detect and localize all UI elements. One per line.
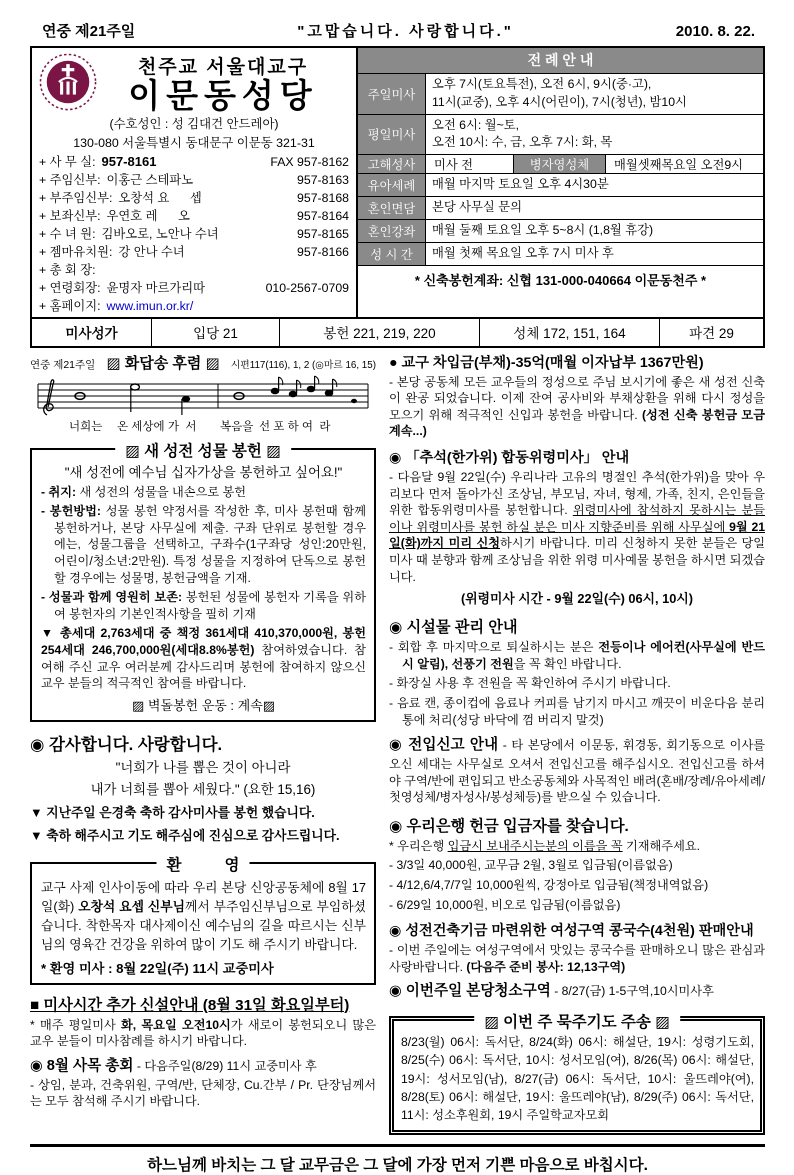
table-row-marriage-course bbox=[358, 220, 763, 243]
left-column bbox=[30, 352, 376, 1135]
contact-value: 957-8161 bbox=[101, 153, 157, 169]
confession-time: 미사 전 bbox=[426, 155, 514, 173]
lyric-syllables: 너희는 bbox=[69, 420, 103, 433]
score-scripture-ref: 시편117(116), 1, 2 (◎마르 16, 15) bbox=[230, 359, 376, 371]
lyric-syllables: 복음을 bbox=[220, 420, 254, 433]
facility-item: - 화장실 사용 후 전원을 꼭 확인하여 주시기 바랍니다. bbox=[389, 676, 671, 691]
contact-value: 이홍근 스테파노 bbox=[106, 172, 194, 187]
debt-fund-note: (성전 신축 봉헌금 모금 계속...) bbox=[389, 407, 765, 439]
thanks-note: ▼ 축하 해주시고 기도 해주심에 진심으로 감사드립니다. bbox=[30, 827, 340, 843]
row-value-line: 오후 7시(토요특전), 오전 6시, 9시(중·고), bbox=[432, 77, 652, 91]
offering-quote: "새 성전에 예수님 십자가상을 봉헌하고 싶어요!" bbox=[64, 464, 343, 480]
score-season: 연중 제21주일 bbox=[30, 358, 96, 371]
rosary-schedule: 8/23(월) 06시: 독서단, 8/24(화) 06시: 해설단, 19시: 성령기도회, 8/25(수) 06시: 독서단, 10시: 성서모임(여), 8/26(목) 06시: 해설단, 19시: 성서모임(남), 8/27(금) 06시: 독서단, 10시: 울뜨레야(여), 8/28(토) 06시: 해설단, 19시: 울뜨레야(남), 8/29(주) 06시: 독서단, 11시: 성소후원회, 19시 주일학교자모회 bbox=[401, 1035, 754, 1123]
contact-label: + 연령회장: bbox=[39, 280, 101, 295]
score-lyrics bbox=[30, 418, 376, 434]
contact-phone: 957-8165 bbox=[297, 226, 349, 241]
cleaning-detail: - 8/27(금) 1-5구역,10시미사후 bbox=[550, 984, 714, 999]
contact-phone: 957-8164 bbox=[297, 208, 349, 223]
contact-value: 강 안나 수녀 bbox=[118, 244, 185, 259]
contact-label: + 총 회 장: bbox=[39, 262, 96, 277]
contact-phone: 957-8163 bbox=[297, 172, 349, 187]
hymn-cell-communion: 성체 172, 151, 164 bbox=[480, 319, 660, 346]
season-label: 연중 제21주일 bbox=[42, 23, 136, 40]
offering-method bbox=[41, 503, 366, 586]
building-fund-account: * 신축봉헌계좌: 신협 131-000-040664 이문동천주 * bbox=[414, 272, 707, 288]
contact-value: 오창석 요 셉 bbox=[118, 190, 202, 205]
move-in-body bbox=[389, 736, 765, 806]
welcome-post: 께서 부주임신부님으로 부임하셨습니다. 착한목자 대사제이신 예수님의 길을 따르시는 신부님의 영육간 건강을 위하여 많이 기도 해 주시기 바랍니다. bbox=[41, 898, 366, 953]
meeting-body: - 상임, 분과, 건축위원, 구역/반, 단체장, Cu.간부 / Pr. 단장님께서는 모두 참석해 주시기 바랍니다. bbox=[30, 1077, 376, 1109]
church-name: 이문동성당 bbox=[128, 77, 318, 114]
noodle-duty-note: (다음주 준비 봉사: 12,13구역) bbox=[466, 959, 626, 974]
table-row-marriage-interview bbox=[358, 197, 763, 220]
noodle-sale-section bbox=[389, 920, 765, 975]
contact-label: + 주임신부: bbox=[39, 172, 101, 187]
brick-offering-note: ▨ 벽돌봉헌 운동 : 계속▨ bbox=[131, 697, 276, 713]
bank-note-post: 기재해주세요. bbox=[622, 838, 701, 853]
contact-phone: FAX 957-8162 bbox=[270, 154, 349, 169]
offering-purpose bbox=[41, 484, 366, 501]
item-body: 성물 봉헌 약정서를 작성한 후, 미사 봉헌때 함께 봉헌하거나, 본당 사무실에 제출. 구좌 단위로 봉헌할 경우에는, 성물그룹을 선택하고, 구좌수(1구좌당 성인:20만원, 어린이/청소년:2만원). 특정 성물을 지정하여 단독으로 봉헌 할 경우에는 성물명, 봉헌금액을 기재. bbox=[54, 504, 366, 585]
hymn-cell-entrance: 입당 21 bbox=[152, 319, 280, 346]
thanks-note: ▼ 지난주일 은경축 축하 감사미사를 봉헌 했습니다. bbox=[30, 804, 315, 820]
contact-row-assistant-priest bbox=[39, 207, 349, 225]
chuseok-text: - 다음달 9월 22일(수) 우리나라 고유의 명절인 추석(한가위)을 맞아 우리보다 먼저 돌아가신 조상님, 부모님, 자녀, 형제, 가족, 친지, 은인들을 위한 합동위령미사를 봉헌합니다. bbox=[389, 470, 765, 518]
facility-bold: 전등이나 에어컨(사무실에 반드시 알림), 선풍기 전원 bbox=[402, 640, 765, 671]
row-value-line: 매월 마지막 토요일 오후 4시30분 bbox=[432, 177, 609, 192]
welcome-body bbox=[41, 878, 366, 955]
item-head: - 취지: bbox=[41, 484, 77, 499]
new-priest-name: 오창석 요셉 신부님 bbox=[78, 898, 186, 914]
contact-label: + 부주임신부: bbox=[39, 190, 113, 205]
hymn-cell-offertory: 봉헌 221, 219, 220 bbox=[280, 319, 480, 346]
responsorial-psalm-score bbox=[30, 352, 376, 434]
deposit-item: - 3/3일 40,000원, 교무금 2월, 3월로 입금됨(이름없음) bbox=[389, 858, 673, 873]
deposit-item: - 6/29일 10,000원, 비오로 입금됨(이름없음) bbox=[389, 897, 621, 912]
hymn-cell-title: 미사성가 bbox=[32, 319, 152, 346]
contact-row-convent bbox=[39, 225, 349, 243]
contact-label: + 보좌신부: bbox=[39, 208, 101, 223]
liturgy-guide-table bbox=[358, 48, 763, 317]
item-head: - 성물과 함께 영원히 보존: bbox=[41, 590, 183, 605]
church-title-row bbox=[39, 52, 349, 113]
bank-deposit-section bbox=[389, 815, 765, 913]
cleaning-title: ◉ 이번주일 본당청소구역 bbox=[389, 983, 551, 1000]
homepage-link[interactable]: www.imun.or.kr/ bbox=[106, 298, 194, 313]
pastoral-meeting-section bbox=[30, 1057, 376, 1110]
bank-note-underline: 입금시 보내주시는분의 이름을 꼭 bbox=[447, 838, 623, 853]
contact-value: 김바오로, 노안나 수녀 bbox=[101, 226, 219, 241]
contact-row-office bbox=[39, 153, 349, 171]
stats-rest: 참여하였습니다. 참여해 주신 교우 여러분께 감사드리며 봉헌에 참여하지 않으신 교우 분들의 적극적인 참여를 바랍니다. bbox=[41, 643, 366, 691]
sick-communion-time: 매월셋째목요일 오전9시 bbox=[614, 158, 744, 173]
facility-post: 을 꼭 확인 바랍니다. bbox=[513, 656, 622, 671]
contact-row-homepage bbox=[39, 297, 349, 315]
diocese-name: 천주교 서울대교구 bbox=[137, 57, 309, 78]
welcome-box-title: 환 영 bbox=[156, 853, 249, 875]
chuseok-mass-section bbox=[389, 447, 765, 607]
move-in-text: - 타 본당에서 이문동, 휘경동, 회기동으로 이사를 오신 세대는 사무실로 오셔서 전입신고를 해주십시오. 전입신고를 하셔야 구역/반에 편입되고 반소공동체와 사목적인 배려(혼배/장례/유아세례/첫영성체/병자성사/봉성체등)를 받으실 수 있습니다. bbox=[389, 738, 765, 805]
bank-note-pre: * 우리은행 bbox=[389, 838, 448, 853]
sick-communion-label: 병자영성체 bbox=[514, 155, 606, 173]
contact-label: + 홈페이지: bbox=[39, 298, 101, 313]
masthead bbox=[30, 46, 765, 319]
facility-pre: - 회합 후 마지막으로 퇴실하시는 분은 bbox=[389, 640, 599, 655]
row-value-line: 본당 사무실 문의 bbox=[432, 200, 522, 215]
facility-section bbox=[389, 616, 765, 728]
facility-title: ◉ 시설물 관리 안내 bbox=[389, 619, 518, 637]
mass-time-post: 가 새로이 봉헌되오니 많은 교우 분들이 미사참례를 하시기 바랍니다. bbox=[30, 1017, 376, 1049]
move-in-title: ◉ 전입신고 안내 bbox=[389, 737, 499, 754]
chuseok-body bbox=[389, 469, 765, 585]
row-label: 고해성사 bbox=[358, 155, 426, 173]
row-value-line: 매월 첫째 목요일 오후 7시 미사 후 bbox=[432, 245, 614, 260]
contact-value: 우연호 레 오 bbox=[106, 208, 190, 223]
score-title: ▨ 화답송 후렴 ▨ bbox=[106, 354, 220, 372]
contact-row-chairman bbox=[39, 261, 349, 279]
top-line bbox=[30, 20, 765, 46]
cleaning-line bbox=[389, 982, 765, 1002]
contact-label: + 사 무 실: bbox=[39, 154, 96, 169]
chuseok-text: 하시기 바랍니다. 미리 신청하지 못한 분들은 당일 미사 때 분향과 함께 조상님을 위한 위령 미사예물 봉헌을 하시면 되겠습니다. bbox=[389, 536, 765, 584]
lyric-syllables: 온 세상에 가 서 bbox=[117, 420, 197, 433]
row-value-line: 오전 6시: 월~토, bbox=[432, 117, 520, 132]
table-row-sunday-mass bbox=[358, 74, 763, 115]
chuseok-title: ◉ 「추석(한가위) 합동위령미사」 안내 bbox=[389, 450, 630, 467]
contact-row-kindergarten bbox=[39, 243, 349, 261]
bank-note bbox=[389, 838, 765, 855]
music-staff-icon bbox=[32, 374, 372, 418]
item-head: - 봉헌방법: bbox=[41, 504, 101, 519]
meeting-title-line bbox=[30, 1057, 376, 1077]
right-column bbox=[389, 352, 765, 1135]
church-titles bbox=[97, 52, 349, 113]
meeting-time: - 다음주일(8/29) 11시 교중미사 후 bbox=[133, 1058, 317, 1073]
lyric-syllables: 선 포 하 여 라 bbox=[259, 420, 331, 433]
meeting-title: ◉ 8월 사목 총회 bbox=[30, 1057, 134, 1074]
footer-motto: 하느님께 바치는 그 달 교무금은 그 달에 가장 먼저 기쁜 마음으로 바칩시다. bbox=[147, 1156, 648, 1174]
hymn-cell-recessional: 파견 29 bbox=[689, 325, 734, 341]
contact-label: + 젬마유치원: bbox=[39, 244, 113, 259]
contact-phone: 957-8168 bbox=[297, 190, 349, 205]
patron-saint: (수호성인 : 성 김대건 안드레아) bbox=[109, 116, 279, 131]
welcome-box bbox=[30, 856, 376, 985]
issue-date: 2010. 8. 22. bbox=[675, 23, 755, 40]
contact-label: + 수 녀 원: bbox=[39, 226, 96, 241]
bank-title: ◉ 우리은행 헌금 입금자를 찾습니다. bbox=[389, 817, 629, 835]
memorial-mass-time: (위령미사 시간 - 9월 22일(수) 06시, 10시) bbox=[461, 591, 693, 607]
debt-title: ● 교구 차입금(부채)-35억(매월 이자납부 1367만원) bbox=[389, 354, 704, 371]
row-label: 성 시 간 bbox=[358, 243, 426, 265]
contact-value: 윤명자 마르가리따 bbox=[106, 280, 205, 295]
mass-time-body bbox=[30, 1017, 376, 1050]
rosary-schedule-box bbox=[389, 1016, 765, 1134]
row-label: 혼인면담 bbox=[358, 197, 426, 219]
contact-row-purgatory-society bbox=[39, 279, 349, 297]
table-row-infant-baptism bbox=[358, 174, 763, 197]
offering-preservation bbox=[41, 589, 366, 622]
church-logo-icon bbox=[39, 53, 97, 111]
bible-quote-line: 내가 너희를 뽑아 세웠다." (요한 15,16) bbox=[90, 781, 316, 797]
mass-time-section bbox=[30, 994, 376, 1050]
mass-hymns-strip bbox=[30, 319, 765, 348]
diocese-debt-section bbox=[389, 352, 765, 440]
facility-item bbox=[389, 639, 765, 672]
facility-item: - 음료 캔, 종이컵에 음료나 커피를 남기지 마시고 깨끗이 비운다음 분리 통에 처리(성당 바닥에 껌 버리지 말것) bbox=[389, 695, 765, 727]
chuseok-underline: 위령미사에 참석하지 못하시는 분들이나 위령미사를 봉헌 하실 분은 미사 지향준비를 위해 사무실에 bbox=[389, 503, 765, 534]
row-label: 평일미사 bbox=[358, 115, 426, 155]
row-value-line: 매월 둘째 토요일 오후 5~8시 (1,8월 휴강) bbox=[432, 222, 654, 237]
deposit-item: - 4/12,6/4,7/7일 10,000원씩, 강정아로 입금됨(책정내역없음) bbox=[389, 877, 709, 892]
noodle-title: ◉ 성전건축기금 마련위한 여성구역 콩국수(4천원) 판매안내 bbox=[389, 923, 754, 940]
row-label: 유아세례 bbox=[358, 174, 426, 196]
noodle-body bbox=[389, 942, 765, 975]
item-body: 새 성전의 성물을 내손으로 봉헌 bbox=[76, 484, 247, 499]
stats-bold: ▼ 총세대 2,763세대 중 책정 361세대 410,370,000원, 봉헌 254세대 246,700,000원(세대8.8%봉헌) bbox=[41, 626, 366, 657]
welcome-pre: 교구 사제 인사이동에 따라 우리 본당 신앙공동체에 8월 17일(화) bbox=[41, 879, 366, 914]
contact-row-associate-pastor bbox=[39, 189, 349, 207]
item-body: 봉헌된 성물에 봉헌자 기록을 위하여 봉헌자의 기본인적사항을 필히 기재 bbox=[54, 590, 366, 621]
mass-time-pre: * 매주 평일미사 bbox=[30, 1017, 122, 1032]
motto-text: "고맙습니다. 사랑합니다." bbox=[297, 23, 514, 40]
row-value-line: 오전 10시: 수, 금, 오후 7시: 화, 목 bbox=[432, 135, 613, 150]
debt-body bbox=[389, 374, 765, 440]
contact-phone: 010-2567-0709 bbox=[265, 280, 349, 295]
debt-text: - 본당 공동체 모든 교우들의 정성으로 주님 보시기에 좋은 새 성전 신축이 완공 되었습니다. 이제 잔여 공사비와 부채상환을 위해 다시 정성을 모으기 위해 적극적인 신입과 봉헌을 바랍니다. bbox=[389, 374, 765, 422]
welcome-mass-note: * 환영 미사 : 8월 22일(주) 11시 교중미사 bbox=[41, 960, 274, 976]
row-value-line: 11시(교중), 오후 4시(어린이), 7시(청년), 밤10시 bbox=[432, 94, 687, 109]
table-row-confession bbox=[358, 155, 763, 174]
liturgy-guide-title: 전 례 안 내 bbox=[358, 48, 763, 74]
noodle-text: - 이번 주일에는 여성구역에서 맛있는 콩국수를 판매하오니 많은 관심과 사랑바랍니다. bbox=[389, 943, 765, 974]
church-info-panel bbox=[32, 48, 358, 317]
table-row-weekday-mass bbox=[358, 115, 763, 156]
contact-phone: 957-8166 bbox=[297, 244, 349, 259]
sanctuary-offering-box bbox=[30, 442, 376, 722]
offering-statistics bbox=[41, 625, 366, 691]
cleaning-section bbox=[389, 982, 765, 1002]
chuseok-deadline: 9월 21일(화)까지 미리 신청 bbox=[389, 519, 765, 551]
rosary-box-title: ▨ 이번 주 묵주기도 주송 ▨ bbox=[474, 1010, 680, 1032]
table-row-holy-hour bbox=[358, 243, 763, 266]
bible-quote-line: "너희가 나를 뽑은 것이 아니라 bbox=[115, 759, 291, 775]
row-label: 주일미사 bbox=[358, 74, 426, 114]
offering-box-title: ▨ 새 성전 성물 봉헌 ▨ bbox=[115, 439, 291, 461]
thanks-section bbox=[30, 731, 376, 844]
row-label: 혼인강좌 bbox=[358, 220, 426, 242]
thanks-title: ◉ 감사합니다. 사랑합니다. bbox=[30, 735, 223, 754]
mass-time-title: ■ 미사시간 추가 신설안내 (8월 31일 화요일부터) bbox=[30, 996, 350, 1014]
church-address: 130-080 서울특별시 동대문구 이문동 321-31 bbox=[73, 135, 315, 150]
contact-row-pastor bbox=[39, 171, 349, 189]
mass-time-bold: 화, 목요일 오전10시 bbox=[121, 1017, 231, 1032]
move-in-section bbox=[389, 736, 765, 806]
